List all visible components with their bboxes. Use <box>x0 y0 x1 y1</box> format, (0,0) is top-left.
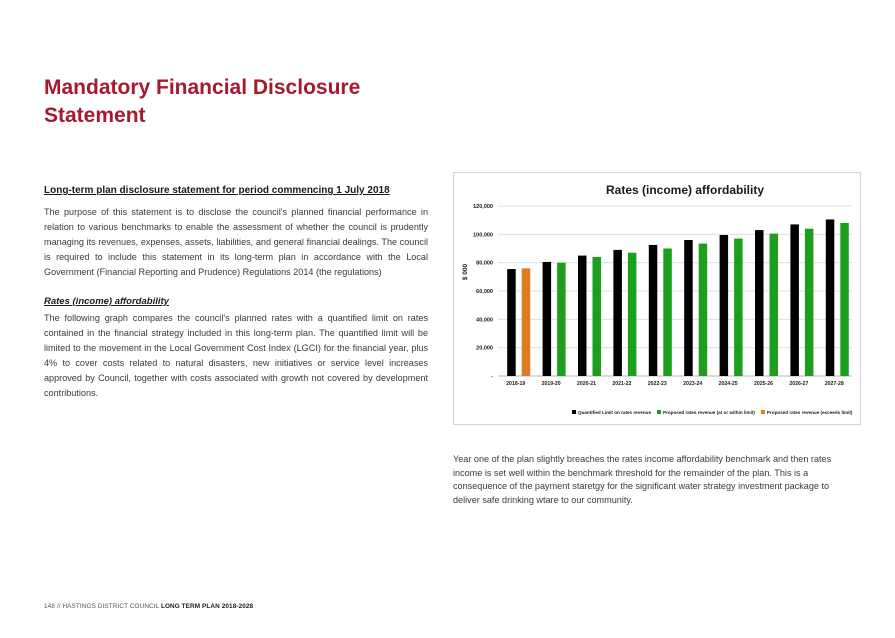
y-tick-label: 80,000 <box>476 260 493 267</box>
bar <box>840 223 849 376</box>
legend-swatch <box>761 410 765 414</box>
rates-affordability-heading: Rates (income) affordability <box>44 296 169 307</box>
y-tick-label: 60,000 <box>476 289 493 295</box>
bar <box>734 239 743 376</box>
bar <box>805 229 814 376</box>
bar <box>557 263 566 376</box>
bar <box>649 245 658 376</box>
footer-prefix: 148 // HASTINGS DISTRICT COUNCIL <box>44 603 161 610</box>
legend-label: Proposed rates revenue (at or within limit) <box>663 410 755 415</box>
y-axis-label: $ 000 <box>462 263 469 281</box>
x-tick-label: 2019-20 <box>541 381 561 387</box>
rates-affordability-chart <box>453 172 861 425</box>
x-tick-label: 2021-22 <box>612 381 632 387</box>
intro-paragraph: The purpose of this statement is to disclose the council's planned financial performance in relation to various benchmarks to enable the assessment of whether the council is prudently managing its revenues, expenses, assets, liabilities, and general financial dealings. The council is required to include this statement in its long-term plan in accordance with the Local Government (Financial Reporting and Prudence) Regulations 2014 (the regulations) <box>44 207 428 277</box>
x-tick-label: 2018-19 <box>506 381 526 387</box>
x-tick-label: 2026-27 <box>789 381 809 387</box>
bar <box>543 262 552 376</box>
rates-paragraph: The following graph compares the council's planned rates with a quantified limit on rates contained in the financial strategy included in this long-term plan. The quantified limit will be limited to the movement in the Local Government Cost Index (LGCI) for the financial year, plus 4% to cover costs related to natural disasters, new initiatives or service level increases approved by Council, together with costs associated with growth not covered by development contributions. <box>44 313 428 398</box>
y-tick-label: 100,000 <box>473 232 493 239</box>
bar <box>755 230 764 376</box>
legend-swatch <box>572 410 576 414</box>
chart-svg <box>454 173 860 424</box>
bar <box>790 224 799 376</box>
section-heading: Long-term plan disclosure statement for period commencing 1 July 2018 <box>44 185 390 196</box>
bar <box>663 249 672 377</box>
bar <box>507 269 516 376</box>
bar <box>522 268 531 376</box>
legend-label: Quantified Limit on rates revenue <box>578 410 652 415</box>
page-footer <box>44 603 253 610</box>
bar <box>684 240 693 376</box>
y-tick-label: 20,000 <box>476 345 493 352</box>
y-tick-label: - <box>491 374 493 380</box>
bar <box>628 253 637 376</box>
legend-label: Proposed rates revenue (exceeds limit) <box>766 410 853 415</box>
bar <box>613 250 622 376</box>
chart-caption: Year one of the plan slightly breaches the rates income affordability benchmark and then rates income is set well within the benchmark threshold for the remainder of the plan. This is a consequence of the payment staretgy for the significant water strategy investment package to deliver safe drinking wtare to our community. <box>453 454 832 505</box>
y-tick-label: 40,000 <box>476 317 493 324</box>
x-tick-label: 2020-21 <box>576 381 597 387</box>
bar <box>826 219 835 376</box>
bar <box>720 235 729 376</box>
bar <box>770 234 779 376</box>
x-tick-label: 2025-26 <box>753 381 774 387</box>
bar <box>593 257 602 376</box>
legend-swatch <box>657 410 661 414</box>
bar <box>578 256 587 376</box>
footer-plan-title: LONG TERM PLAN 2018-2028 <box>160 603 254 610</box>
page-title: Mandatory Financial Disclosure Statement <box>44 76 361 127</box>
x-tick-label: 2022-23 <box>647 381 667 387</box>
y-tick-label: 120,000 <box>473 204 493 210</box>
bar <box>699 244 708 376</box>
x-tick-label: 2027-28 <box>824 381 844 387</box>
x-tick-label: 2024-25 <box>718 381 738 387</box>
x-tick-label: 2023-24 <box>683 381 703 387</box>
chart-title: Rates (income) affordability <box>605 183 765 197</box>
